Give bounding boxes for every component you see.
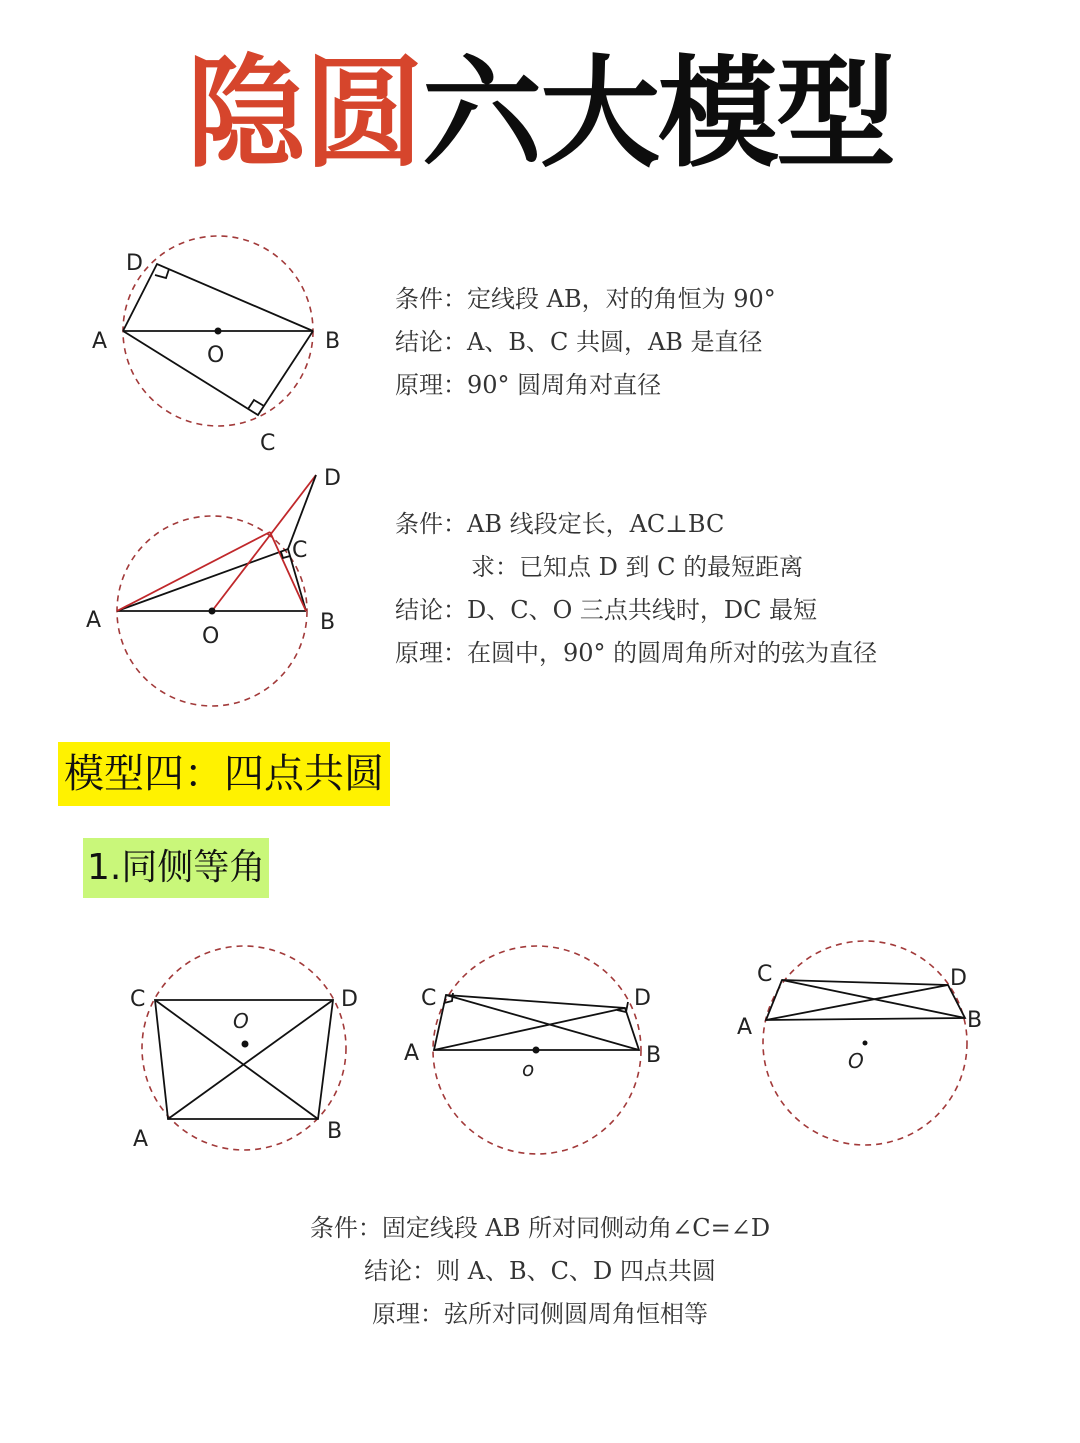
label-A: A	[92, 329, 108, 354]
diagonal-DA	[168, 1000, 333, 1119]
title-highlight: 隐圆	[186, 45, 422, 184]
label-B: B	[325, 329, 341, 354]
subsection-heading-same-side-angles: 1.同侧等角	[83, 838, 269, 898]
figure-model-2	[80, 460, 360, 710]
label-C: C	[292, 538, 308, 563]
model-2-conclusion: 结论：D、C、O 三点共线时，DC 最短	[395, 596, 818, 624]
label-C: C	[421, 986, 437, 1011]
label-O: O	[202, 624, 220, 649]
model-2-condition: 条件：AB 线段定长，AC⊥BC	[395, 510, 725, 538]
model-1-principle: 原理：90° 圆周角对直径	[395, 371, 662, 399]
figure-model-1	[80, 230, 360, 460]
model-1-conclusion: 结论：A、B、C 共圆，AB 是直径	[395, 328, 763, 356]
title-main: 六大模型	[422, 45, 894, 184]
label-C: C	[130, 987, 146, 1012]
label-C: C	[757, 962, 773, 987]
model-1-text	[395, 278, 776, 407]
center-dot	[533, 1047, 540, 1054]
label-C: C	[260, 431, 276, 456]
label-B: B	[967, 1008, 983, 1033]
bottom-conclusion: 结论：则 A、B、C、D 四点共圆	[364, 1257, 716, 1285]
bottom-condition: 条件：固定线段 AB 所对同侧动角∠C=∠D	[309, 1214, 771, 1242]
page-title	[0, 40, 1080, 190]
label-A: A	[133, 1127, 149, 1152]
segment-AC-red	[117, 532, 270, 611]
bottom-principle: 原理：弦所对同侧圆周角恒相等	[372, 1300, 708, 1328]
label-A: A	[86, 608, 102, 633]
center-dot	[209, 608, 216, 615]
model-2-principle: 原理：在圆中，90° 的圆周角所对的弦为直径	[395, 639, 878, 667]
diagonal-DA	[434, 1008, 625, 1050]
right-angle-mark-D	[155, 269, 169, 278]
label-D: D	[126, 251, 143, 276]
label-D: D	[341, 987, 358, 1012]
label-A: A	[404, 1041, 420, 1066]
figure-same-side-b	[400, 940, 680, 1160]
same-side-angles-text	[0, 1207, 1080, 1336]
model-2-text	[395, 503, 877, 675]
triangle-ACB	[117, 549, 306, 611]
label-O: O	[233, 1009, 249, 1033]
label-B: B	[327, 1119, 343, 1144]
label-D: D	[324, 466, 341, 491]
section-heading-model-4: 模型四：四点共圆	[58, 742, 390, 806]
center-dot	[242, 1041, 249, 1048]
label-O: O	[207, 343, 225, 368]
model-2-ask: 求：已知点 D 到 C 的最短距离	[471, 553, 804, 581]
model-1-condition: 条件：定线段 AB，对的角恒为 90°	[395, 285, 776, 313]
figure-same-side-a	[125, 940, 375, 1160]
figure-same-side-c	[730, 930, 1010, 1155]
label-O: o	[522, 1057, 535, 1081]
triangle-ADB	[123, 264, 313, 331]
right-angle-mark-C	[248, 400, 264, 409]
label-D: D	[634, 986, 651, 1011]
label-O: O	[848, 1049, 864, 1073]
label-B: B	[320, 610, 336, 635]
diagonal-DA	[766, 985, 948, 1020]
label-B: B	[646, 1043, 662, 1068]
center-dot	[863, 1041, 868, 1046]
center-dot	[215, 328, 222, 335]
label-D: D	[950, 966, 967, 991]
label-A: A	[737, 1015, 753, 1040]
